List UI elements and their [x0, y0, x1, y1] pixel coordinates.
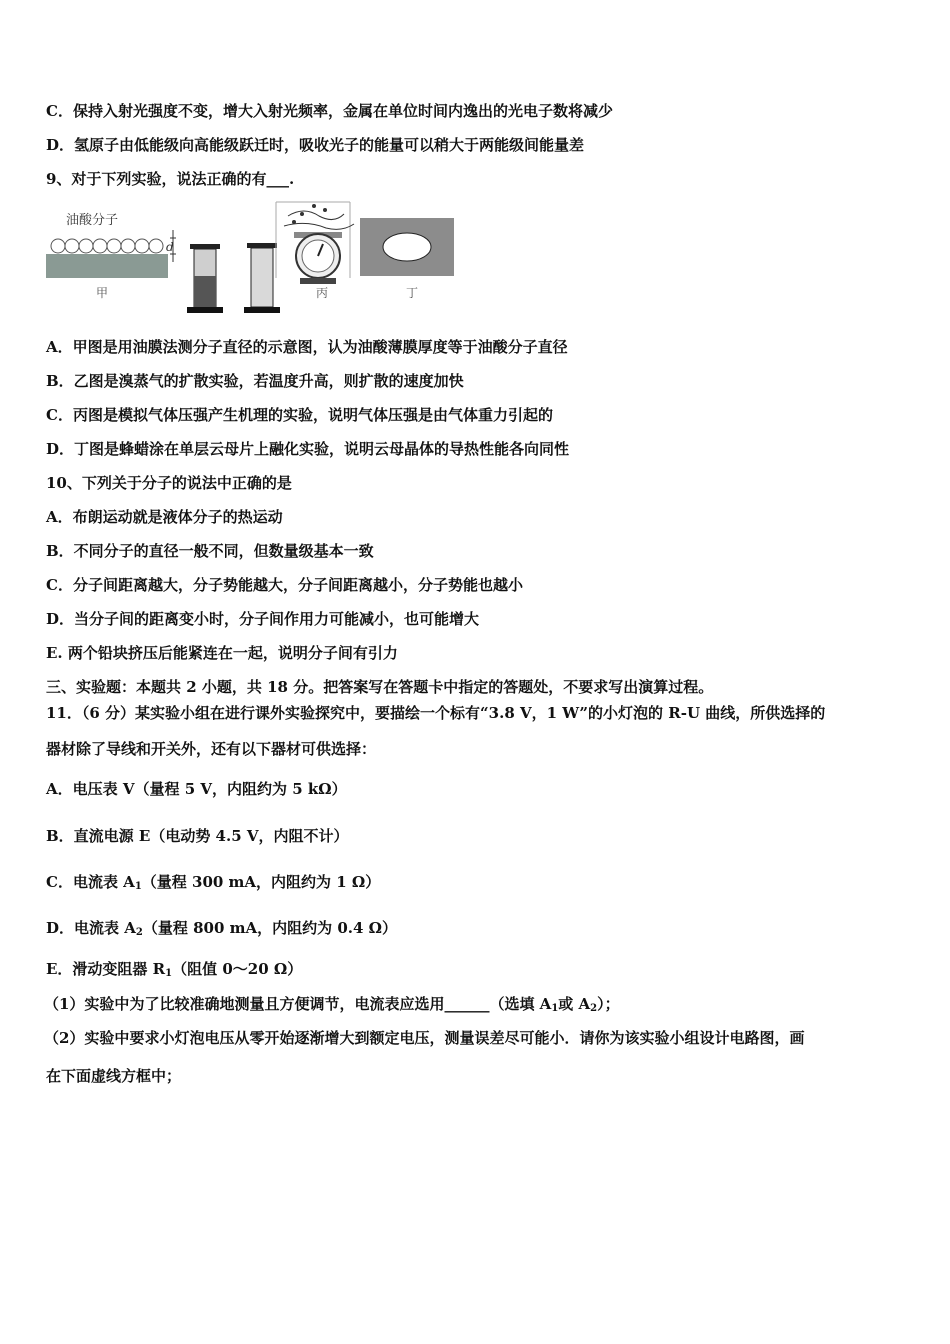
- diffusion-cylinders: [187, 243, 280, 313]
- q11-stem-line2: 器材除了导线和开关外，还有以下器材可供选择：: [46, 740, 377, 758]
- q11-option-e: E．滑动变阻器 $R_1$（阻值 0～20 Ω）: [46, 960, 303, 979]
- panel-label-bing: 丙: [316, 286, 329, 300]
- q10-option-c: C．分子间距离越大，分子势能越大，分子间距离越小，分子势能也越小: [46, 576, 523, 594]
- q11-option-c: C．电流表 $A_1$（量程 300 mA，内阻约为 1 Ω）: [46, 873, 381, 892]
- q10-option-a: A．布朗运动就是液体分子的热运动: [46, 508, 283, 526]
- q8-option-d: D．氢原子由低能级向高能级跃迁时，吸收光子的能量可以稍大于两能级间能量差: [46, 136, 585, 154]
- q10-option-e: E. 两个铅块挤压后能紧连在一起，说明分子间有引力: [46, 644, 398, 662]
- q9-option-c: C．丙图是模拟气体压强产生机理的实验，说明气体压强是由气体重力引起的: [46, 406, 553, 424]
- q11-option-b: B．直流电源 E（电动势 4.5 V，内阻不计）: [46, 827, 349, 845]
- q8-option-c: C．保持入射光强度不变，增大入射光频率，金属在单位时间内逸出的光电子数将减少: [46, 102, 613, 120]
- q11-part2-line1: （2）实验中要求小灯泡电压从零开始逐渐增大到额定电压，测量误差尽可能小．请你为该实验小组设计电路图，画: [44, 1029, 805, 1047]
- q9-stem: 9、对于下列实验，说法正确的有___.: [46, 170, 295, 188]
- q11-part1: （1）实验中为了比较准确地测量且方便调节，电流表应选用______（选填 $A_1$或 $A_2$）；: [44, 995, 620, 1014]
- q9-option-d: D．丁图是蜂蜡涂在单层云母片上融化实验，说明云母晶体的导热性能各向同性: [46, 440, 570, 458]
- q11-option-d: D．电流表 $A_2$（量程 800 mA，内阻约为 0.4 Ω）: [46, 919, 398, 938]
- water-surface: [46, 254, 168, 278]
- q10-option-b: B．不同分子的直径一般不同，但数量级基本一致: [46, 542, 374, 560]
- pressure-scale: [276, 202, 354, 284]
- panel-label-ding: 丁: [406, 286, 419, 300]
- q9-option-a: A．甲图是用油膜法测分子直径的示意图，认为油酸薄膜厚度等于油酸分子直径: [46, 338, 568, 356]
- oil-molecule-label: 油酸分子: [66, 213, 119, 228]
- oil-molecules: [51, 239, 163, 253]
- diameter-label: d: [166, 240, 174, 254]
- melted-wax-region: [383, 233, 431, 261]
- q9-option-b: B．乙图是溴蒸气的扩散实验，若温度升高，则扩散的速度加快: [46, 372, 464, 390]
- section3-heading: 三、实验题：本题共 2 小题，共 18 分。把答案写在答题卡中指定的答题处，不要求写出演算过程。: [46, 678, 714, 696]
- q10-stem: 10、下列关于分子的说法中正确的是: [46, 474, 292, 492]
- q11-option-a: A．电压表 V（量程 5 V，内阻约为 5 kΩ）: [46, 780, 347, 798]
- panel-label-jia: 甲: [96, 286, 109, 300]
- q9-figure: [44, 196, 464, 318]
- q11-stem-line1: 11．（6 分）某实验小组在进行课外实验探究中，要描绘一个标有“3.8 V，1 W”的小灯泡的 R-U 曲线，所供选择的: [46, 704, 826, 722]
- q11-part2-line2: 在下面虚线方框中；: [46, 1067, 182, 1085]
- q10-option-d: D．当分子间的距离变小时，分子间作用力可能减小，也可能增大: [46, 610, 480, 628]
